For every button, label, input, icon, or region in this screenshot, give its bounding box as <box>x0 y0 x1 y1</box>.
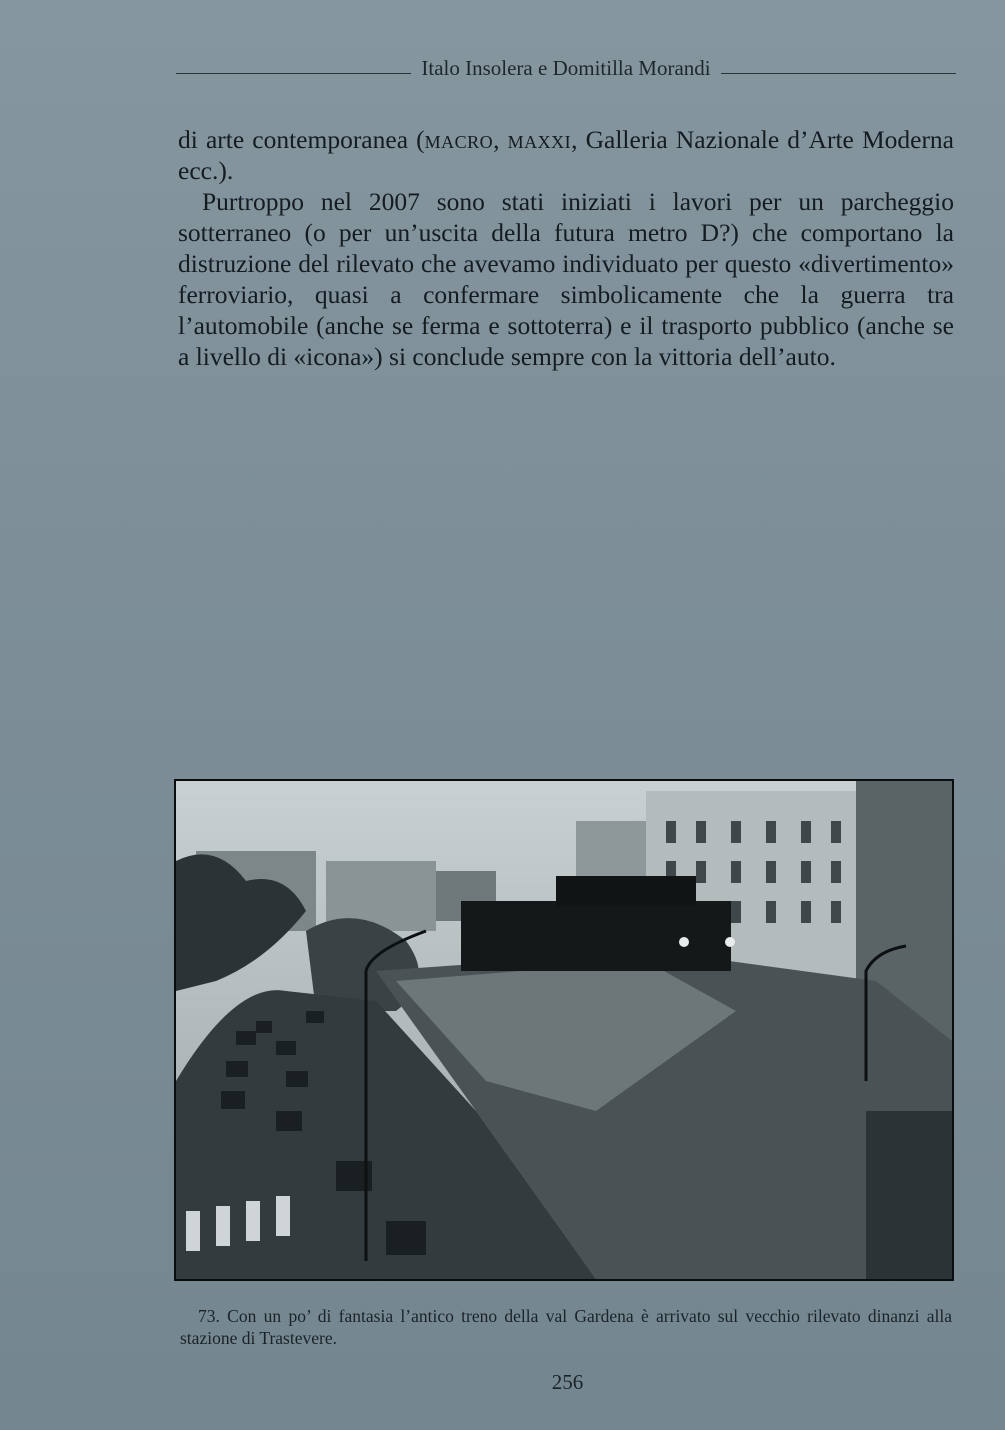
running-head-text: Italo Insolera e Domitilla Morandi <box>421 56 711 80</box>
running-head-rule-left <box>176 73 411 74</box>
paragraph-1-separator: , <box>493 125 508 154</box>
running-head-rule-right <box>721 73 956 74</box>
paragraph-1-text-a: di arte contemporanea ( <box>178 125 425 154</box>
figure-caption: 73. Con un po’ di fantasia l’antico treno della val Gardena è arrivato sul vecchio rilevato dinanzi alla stazione di Trastevere. <box>180 1306 952 1348</box>
acronym-macro: macro <box>424 125 494 154</box>
running-head <box>176 56 956 81</box>
paragraph-1-text-b: , Galleria Nazionale d’Arte Moderna ecc.). <box>178 125 955 185</box>
figure-photo <box>174 779 954 1281</box>
body-text <box>178 124 954 372</box>
paragraph-1 <box>178 124 954 186</box>
acronym-maxxi: maxxi <box>507 125 572 154</box>
page-number: 256 <box>551 1370 584 1394</box>
photo-illustration <box>176 781 952 1279</box>
paragraph-2: Purtroppo nel 2007 sono stati iniziati i lavori per un parcheggio sotterraneo (o per un’uscita della futura metro D?) che comportano la distruzione del rilevato che avevamo individuato per questo «divertimento» ferroviario, quasi a confermare simbolicamente che la guerra tra l’automobile (anche se ferma e sottoterra) e il trasporto pubblico (anche se a livello di «icona») si conclude sempre con la vittoria dell’auto. <box>178 187 954 371</box>
